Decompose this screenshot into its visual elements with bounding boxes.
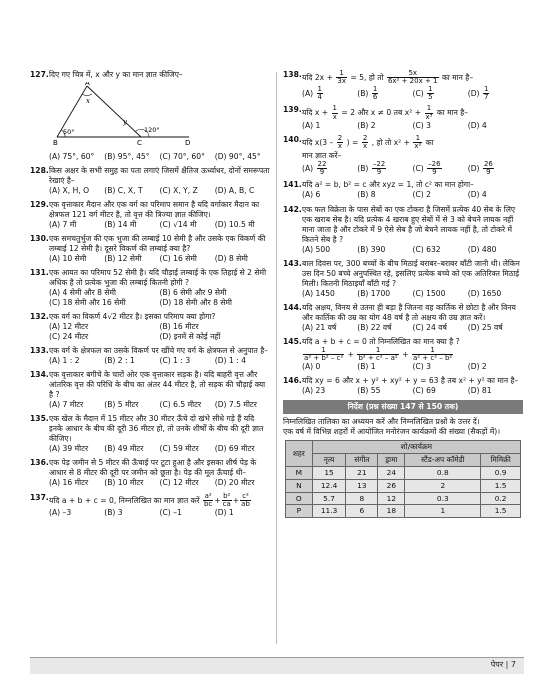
option-c[interactable]: (C) 3	[412, 362, 431, 372]
option-d[interactable]: (D) 25 वर्ष	[467, 322, 503, 332]
option-d[interactable]: (D) $\frac{26}{9}$	[467, 159, 493, 177]
page-number: पेपर | 7	[490, 660, 516, 669]
col-header: ड्रामा	[378, 454, 405, 467]
table-cell: 13	[346, 479, 378, 492]
option-a[interactable]: (A) –3	[49, 508, 72, 518]
option-b[interactable]: (B) 16 मीटर	[159, 322, 199, 332]
option-d[interactable]: (D) $\frac{1}{7}$	[467, 84, 489, 102]
option-d[interactable]: (D) 4	[467, 190, 487, 200]
label-angle-120: 120°	[144, 126, 160, 135]
option-c[interactable]: (C) 632	[412, 244, 441, 254]
col-header: मिमिक्री	[481, 454, 521, 467]
options	[30, 186, 270, 196]
expression: $\frac{1}{\text{a² + b² – c²}}$ + $\frac{1}{\text{b² + c² – a²}}$ + $\frac{1}{\text{a² + c² – b²}}$	[304, 345, 453, 363]
option-d[interactable]: (D) 1650	[467, 288, 502, 298]
options	[30, 288, 270, 308]
option-c[interactable]: (C) 24 वर्ष	[412, 322, 447, 332]
table-cell: 0.8	[405, 467, 481, 480]
table-cell: 12.4	[312, 479, 346, 492]
option-b[interactable]: (B) 55	[357, 386, 381, 396]
label-y: y	[123, 118, 127, 127]
table-cell: N	[286, 479, 313, 492]
question-137: 137. यदि a + b + c = 0, निम्नलिखित का मान ज्ञात करें $\frac{\text{a²}}{bc}$ + $\frac{\text{b²}}{ca}$ + $\frac{\text{c²}}{ab}$ (A) –3 (B) 3 (C) –1 (D) 1	[30, 493, 270, 519]
label-B: B	[53, 139, 58, 147]
table-cell: 1.5	[481, 505, 521, 518]
options	[283, 86, 523, 102]
options	[283, 289, 523, 299]
option-c[interactable]: (C) 18 सेमी और 16 सेमी	[49, 298, 126, 308]
option-d[interactable]: (D) 81	[467, 386, 492, 396]
question-143: 143. बाल दिवस पर, 300 बच्चों के बीच मिठाई बराबर–बराबर बाँटी जानी थी। लेकिन उस दिन 50 बच्चे अनुपस्थित रहे, इसलिए प्रत्येक बच्चे को एक अतिरिक्त मिठाई मिली। कितनी मिठाइयाँ बाँटी गई ? (A) 1450 (B) 1700 (C) 1500 (D) 1650	[283, 259, 523, 299]
option-d[interactable]: (D) 1	[214, 508, 234, 518]
option-c[interactable]: (C) 3	[412, 121, 431, 131]
question-134: 134. एक वृत्ताकार बगीचे के चारों ओर एक वृत्ताकार सड़क है। यदि बाहरी वृत्त और आंतरिक वृत्त की परिधि के बीच का अंतर 44 मीटर है, तो सड़क की चौड़ाई क्या है ? (A) 7 मीटर (B) 5 मीटर (C) 6.5 मीटर (D) 7.5 मीटर	[30, 370, 270, 410]
table-cell: P	[286, 505, 313, 518]
options	[283, 323, 523, 333]
option-b[interactable]: (B) $\frac{1}{6}$	[357, 84, 378, 102]
question-128: 128. किस अक्षर के सभी समुह का पता लगाएं जिसमें क्षैतिज ऊर्ध्वाधर, दोनों समरूपता रेखाएं है– (A) X, H, O (B) C, X, T (C) X, Y, Z (D) A, B, C	[30, 166, 270, 196]
options	[283, 121, 523, 131]
options	[30, 444, 270, 454]
option-c[interactable]: (C) 69	[412, 386, 436, 396]
option-c[interactable]: (C) $\frac{-26}{9}$	[412, 159, 441, 177]
question-142: 142. एक फल विक्रेता के पास सेबों का एक टोकरा है जिसमें प्रत्येक 40 सेब के लिए एक खराब सेब है। यदि प्रत्येक 4 खराब हुए सेबों में से 3 को बेचने लायक नहीं माना जाता है और टोकरे में 9 ऐसे सेब है जो बेचने लायक नहीं है, तो टोकरे में कितने सेब है ? (A) 500 (B) 390 (C) 632 (D) 480	[283, 205, 523, 255]
options	[30, 508, 270, 518]
option-c[interactable]: (C) √14 मी	[159, 220, 197, 230]
option-a[interactable]: (A) 7 मीटर	[49, 400, 84, 410]
options	[283, 245, 523, 255]
option-a[interactable]: (A) 21 वर्ष	[302, 322, 337, 332]
table-cell: 8	[346, 492, 378, 505]
directions-text: निम्नलिखित तालिका का अध्ययन करें और निम्नलिखित प्रश्नों के उत्तर दें।	[283, 417, 480, 427]
table-cell: 1.5	[481, 479, 521, 492]
option-b[interactable]: (B) 3	[104, 508, 123, 518]
option-b[interactable]: (B) 22 वर्ष	[357, 322, 392, 332]
option-b[interactable]: (B) $\frac{-22}{9}$	[357, 159, 386, 177]
table-row	[286, 492, 521, 505]
table-cell: O	[286, 492, 313, 505]
table-cell: M	[286, 467, 313, 480]
table-cell: 12	[378, 492, 405, 505]
data-table-wrapper	[283, 440, 523, 518]
right-column	[283, 70, 523, 518]
option-a[interactable]: (A) 1 : 2	[49, 356, 80, 366]
table-row	[286, 467, 521, 480]
options	[283, 386, 523, 396]
label-x: x	[86, 97, 90, 106]
option-b[interactable]: (B) 1	[357, 362, 376, 372]
option-a[interactable]: (A) 10 सेमी	[49, 254, 87, 264]
col-header: नृत्य	[312, 454, 346, 467]
option-c[interactable]: (C) $\frac{1}{5}$	[412, 84, 433, 102]
table-cell: 0.2	[481, 492, 521, 505]
option-b[interactable]: (B) 95°, 45°	[104, 152, 150, 162]
option-c[interactable]: (C) 12 मीटर	[159, 478, 199, 488]
question-135: 135. एक खेल के मैदान में 15 मीटर और 30 मीटर ऊँचे दो खंभे सीधे गड़े हैं यदि इनके आधार के बीच की दूरी 36 मीटर हो, तो उनके शीर्षों के बीच की दूरी ज्ञात कीजिए। (A) 39 मीटर (B) 49 मीटर (C) 59 मीटर (D) 69 मीटर	[30, 414, 270, 454]
table-row	[286, 479, 521, 492]
options	[283, 190, 523, 200]
table-row	[286, 505, 521, 518]
option-b[interactable]: (B) 6 सेमी और 9 सेमी	[159, 288, 227, 298]
city-header: शहर	[286, 441, 313, 467]
option-a[interactable]: (A) 23	[302, 386, 326, 396]
option-a[interactable]: (A) 12 मीटर	[49, 322, 89, 332]
option-d[interactable]: (D) 18 सेमी और 8 सेमी	[159, 298, 232, 308]
option-c[interactable]: (C) 6.5 मीटर	[159, 400, 202, 410]
question-129: 129. एक वृत्ताकार मैदान और एक वर्ग का परिमाप समान है यदि वर्गाकार मैदान का क्षेत्रफल 121 वर्ग मीटर है, तो वृत्त की त्रिज्या ज्ञात कीजिए। (A) 7 मी (B) 14 मी (C) √14 मी (D) 10.5 मी	[30, 200, 270, 230]
table-cell: 2	[405, 479, 481, 492]
option-d[interactable]: (D) 7.5 मीटर	[214, 400, 257, 410]
question-130: 130. एक समचतुर्भुज की एक भुजा की लम्बाई 10 सेमी है और उसके एक विकर्ण की लम्बाई 12 सेमी है। दूसरे विकर्ण की लम्बाई क्या है? (A) 10 सेमी (B) 12 सेमी (C) 16 सेमी (D) 8 सेमी	[30, 234, 270, 264]
option-a[interactable]: (A) 16 मीटर	[49, 478, 89, 488]
table-cell: 6	[346, 505, 378, 518]
column-divider	[276, 72, 277, 644]
option-d[interactable]: (D) A, B, C	[214, 186, 255, 196]
option-a[interactable]: (A) 1450	[302, 288, 335, 298]
option-a[interactable]: (A) 39 मीटर	[49, 444, 89, 454]
label-angle-50: 50°	[63, 128, 75, 137]
label-C: C	[137, 139, 142, 147]
option-b[interactable]: (B) 8	[357, 190, 376, 200]
option-a[interactable]: (A) $\frac{1}{4}$	[302, 84, 323, 102]
options	[30, 254, 270, 264]
question-138: 138. यदि 2x + $\frac{1}{3x}$ = 5, हो तो $\frac{5x}{\text{6x² + 20x + 1}}$ का मान है– (A) $\frac{1}{4}$ (B) $\frac{1}{6}$ (C) $\frac{1}{5}$ (D) $\frac{1}{7}$	[283, 70, 523, 101]
question-127: 127. दिए गए चित्र में, x और y का मान ज्ञात कीजिए– A x y 50° 120° B C D (A) 75°, 60° (B) 95°, 45° (C) 70°, 60° (D) 90°, 45°	[30, 70, 270, 162]
table-cell: 24	[378, 467, 405, 480]
question-136: 136. एक पेड़ जमीन से 5 मीटर की ऊँचाई पर टूटा हुआ है और इसका शीर्ष पेड़ के आधार से 8 मीटर की दूरी पर जमीन को छूता है। पेड़ की मूल ऊँचाई थी– (A) 16 मीटर (B) 10 मीटर (C) 12 मीटर (D) 20 मीटर	[30, 458, 270, 488]
question-131: 131. एक आयत का परिमाप 52 सेमी है। यदि चौड़ाई लम्बाई के एक तिहाई से 2 सेमी अधिक है तो प्रत्येक भुजा की लम्बाई कितनी होगी ? (A) 4 सेमी और 8 सेमी (B) 6 सेमी और 9 सेमी (C) 18 सेमी और 16 सेमी (D) 18 सेमी और 8 सेमी	[30, 268, 270, 308]
option-c[interactable]: (C) –1	[159, 508, 182, 518]
options	[283, 362, 523, 372]
options	[283, 161, 523, 177]
fraction: $\frac{\text{a²}}{bc}$	[203, 491, 213, 508]
option-b[interactable]: (B) 5 मीटर	[104, 400, 139, 410]
option-b[interactable]: (B) C, X, T	[104, 186, 143, 196]
option-c[interactable]: (C) 2	[412, 190, 431, 200]
table-cell: 0.3	[405, 492, 481, 505]
triangle-figure	[30, 82, 270, 149]
label-D: D	[185, 139, 191, 147]
table-cell: 1	[405, 505, 481, 518]
option-d[interactable]: (D) 1 : 4	[214, 356, 246, 366]
option-c[interactable]: (C) 24 मीटर	[49, 332, 89, 342]
option-b[interactable]: (B) 49 मीटर	[104, 444, 144, 454]
question-140: 140. यदि x(3 – $\frac{2}{x}$ ) = $\frac{2}{x}$ , हो तो x² + $\frac{1}{\text{x²}}$ का मान ज्ञात करें– (A) $\frac{22}{9}$ (B) $\frac{-22}{9}$ (C) $\frac{-26}{9}$ (D) $\frac{26}{9}$	[283, 135, 523, 176]
options	[30, 356, 270, 366]
option-a[interactable]: (A) 0	[302, 362, 321, 372]
col-header: संगीत	[346, 454, 378, 467]
option-b[interactable]: (B) 12 सेमी	[104, 254, 142, 264]
option-d[interactable]: (D) 8 सेमी	[214, 254, 248, 264]
option-a[interactable]: (A) 6	[302, 190, 321, 200]
option-d[interactable]: (D) 10.5 मी	[214, 220, 255, 230]
question-139: 139. यदि x + $\frac{1}{x}$ = 2 और x ≠ 0 तब x² + $\frac{1}{\text{x³}}$ का मान है– (A) 1 (B) 2 (C) 3 (D) 4	[283, 105, 523, 131]
question-133: 133. एक वर्ग के क्षेत्रफल का उसके विकर्ण पर खींचे गए वर्ग के क्षेत्रफल से अनुपात है– (A) 1 : 2 (B) 2 : 1 (C) 1 : 3 (D) 1 : 4	[30, 346, 269, 366]
options	[30, 400, 270, 410]
option-c[interactable]: (C) 59 मीटर	[159, 444, 199, 454]
option-d[interactable]: (D) 69 मीटर	[214, 444, 255, 454]
table-cell: 26	[378, 479, 405, 492]
question-144: 144. यदि अक्षय, विनय से उतना ही बड़ा है जितना वह कार्तिक से छोटा है और विनय और कार्तिक की उम्र का योग 48 वर्ष है तो अक्षय की उम्र ज्ञात करें। (A) 21 वर्ष (B) 22 वर्ष (C) 24 वर्ष (D) 25 वर्ष	[283, 303, 523, 333]
fraction: $\frac{1}{3x}$	[337, 69, 346, 86]
question-132: 132. एक वर्ग का विकर्ण 4√2 मीटर है। इसका परिमाप क्या होगा? (A) 12 मीटर (B) 16 मीटर (C) 24 मीटर (D) इनमें से कोई नहीं	[30, 312, 270, 342]
option-b[interactable]: (B) 10 मीटर	[104, 478, 144, 488]
page-footer	[30, 657, 524, 674]
options	[30, 478, 270, 488]
question-145: 145. यदि a + b + c = 0 तो निम्नलिखित का मान क्या है ? $\frac{1}{\text{a² + b² – c²}}$ + $\frac{1}{\text{b² + c² – a²}}$ + $\frac{1}{\text{a² + c² – b²}}$ (A) 0 (B) 1 (C) 3 (D) 2	[283, 337, 523, 373]
option-a[interactable]: (A) $\frac{22}{9}$	[302, 159, 327, 177]
group-header: शो/कार्यक्रम	[312, 441, 520, 454]
table-cell: 21	[346, 467, 378, 480]
fraction: $\frac{5x}{\text{6x² + 20x + 1}}$	[387, 69, 438, 86]
table-cell: 5.7	[312, 492, 346, 505]
option-a[interactable]: (A) 1	[302, 121, 321, 131]
question-141: 141. यदि a² = b, b² = c और xyz = 1, तो c² का मान होगा– (A) 6 (B) 8 (C) 2 (D) 4	[283, 180, 523, 200]
option-b[interactable]: (B) 1700	[357, 288, 391, 298]
events-table	[285, 440, 521, 518]
option-d[interactable]: (D) 480	[467, 244, 497, 254]
table-cell: 0.9	[481, 467, 521, 480]
option-d[interactable]: (D) 2	[467, 362, 487, 372]
option-c[interactable]: (C) 1500	[412, 288, 446, 298]
option-a[interactable]: (A) X, H, O	[49, 186, 90, 196]
triangle-diagram	[49, 82, 199, 146]
option-b[interactable]: (B) 2 : 1	[104, 356, 135, 366]
option-c[interactable]: (C) 70°, 60°	[159, 152, 205, 162]
options	[30, 152, 270, 162]
question-146: 146. यदि xy = 6 और x + y² + xy² + y = 63 है तब x² + y² का मान है– (A) 23 (B) 55 (C) 69 (D) 81	[283, 376, 523, 396]
option-d[interactable]: (D) 20 मीटर	[214, 478, 255, 488]
label-A: A	[85, 82, 90, 88]
option-c[interactable]: (C) 1 : 3	[159, 356, 191, 366]
directions-banner: निर्देश (प्रश्न संख्या 147 से 150 तक)	[283, 400, 523, 414]
option-b[interactable]: (B) 390	[357, 244, 386, 254]
option-d[interactable]: (D) इनमें से कोई नहीं	[159, 332, 221, 342]
left-column	[30, 70, 270, 522]
table-caption: एक वर्ष में विभिन्न शहरों में आयोजित मनोरंजन कार्यक्रमों की संख्या (सैकड़ों में)।	[283, 427, 501, 437]
table-cell: 18	[378, 505, 405, 518]
table-cell: 15	[312, 467, 346, 480]
fraction: $\frac{\text{c²}}{ab}$	[241, 491, 250, 508]
option-a[interactable]: (A) 500	[302, 244, 331, 254]
option-a[interactable]: (A) 4 सेमी और 8 सेमी	[49, 288, 117, 298]
option-b[interactable]: (B) 14 मी	[104, 220, 137, 230]
fraction: $\frac{\text{b²}}{ca}$	[222, 491, 231, 508]
options	[30, 220, 270, 230]
col-header: स्टैंड-अप कॉमेडी	[405, 454, 481, 467]
option-c[interactable]: (C) X, Y, Z	[159, 186, 198, 196]
option-b[interactable]: (B) 2	[357, 121, 376, 131]
option-d[interactable]: (D) 4	[467, 121, 487, 131]
options	[30, 322, 270, 342]
option-c[interactable]: (C) 16 सेमी	[159, 254, 197, 264]
option-d[interactable]: (D) 90°, 45°	[214, 152, 261, 162]
table-cell: 11.3	[312, 505, 346, 518]
option-a[interactable]: (A) 75°, 60°	[49, 152, 95, 162]
option-a[interactable]: (A) 7 मी	[49, 220, 77, 230]
